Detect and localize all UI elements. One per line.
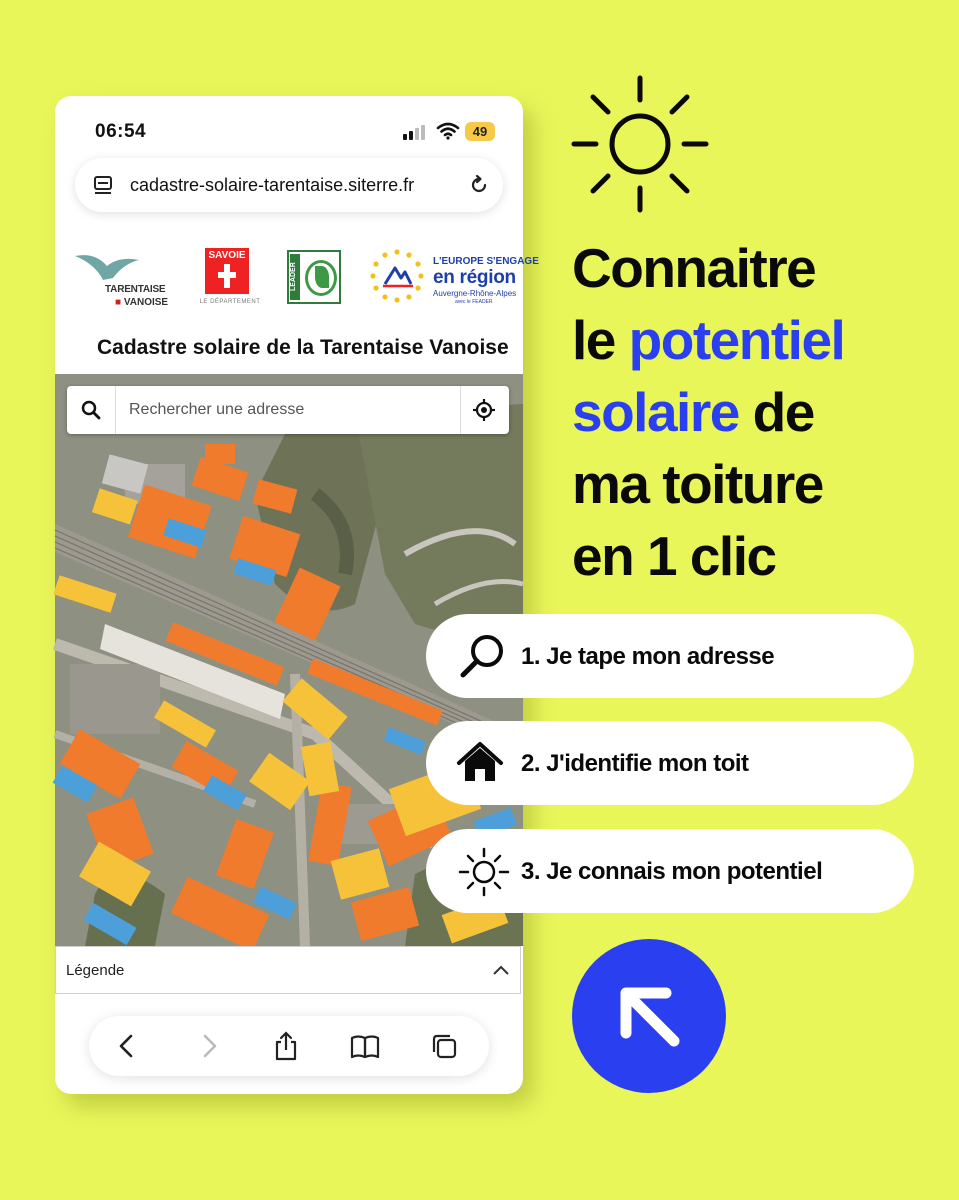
address-bar[interactable] xyxy=(75,158,503,212)
legend-label: Légende xyxy=(66,962,125,979)
site-title: Cadastre solaire de la Tarentaise Vanoise xyxy=(97,336,509,359)
sun-icon xyxy=(570,74,710,214)
reload-icon[interactable] xyxy=(468,174,490,196)
step-1-label: 1. Je tape mon adresse xyxy=(521,643,775,670)
phone-mockup xyxy=(55,96,539,1094)
partner-logos xyxy=(55,244,539,314)
url-text[interactable]: cadastre-solaire-tarentaise.siterre.fr xyxy=(130,175,415,195)
step-1-pill xyxy=(426,614,914,698)
status-bar xyxy=(55,96,523,156)
leader-logo: LEADER xyxy=(287,250,341,304)
step-3-label: 3. Je connais mon potentiel xyxy=(521,858,823,885)
savoie-logo: SAVOIE LE DÉPARTEMENT xyxy=(199,250,261,305)
chevron-up-icon[interactable] xyxy=(492,963,510,977)
browser-toolbar xyxy=(89,1016,489,1076)
battery-badge: 49 xyxy=(465,122,495,141)
wifi-icon xyxy=(437,122,459,140)
share-icon[interactable] xyxy=(273,1030,299,1062)
arrow-up-left-icon xyxy=(610,977,688,1055)
legend-panel[interactable] xyxy=(55,946,521,994)
arrow-button[interactable] xyxy=(572,939,726,1093)
tabs-icon[interactable] xyxy=(429,1030,459,1062)
eu-stars-icon xyxy=(365,246,429,308)
step-2-label: 2. J'identifie mon toit xyxy=(521,750,749,777)
bookmarks-icon[interactable] xyxy=(349,1030,381,1062)
forward-icon[interactable] xyxy=(199,1030,219,1062)
leaf-icon xyxy=(315,266,329,288)
magnifier-icon xyxy=(456,632,508,682)
page-menu-icon[interactable] xyxy=(93,175,115,197)
address-search-box[interactable] xyxy=(67,386,509,434)
headline-highlight: potentiel xyxy=(628,309,845,371)
house-icon xyxy=(456,739,504,787)
step-3-pill xyxy=(426,829,914,913)
geolocate-icon[interactable] xyxy=(472,398,496,422)
tarentaise-vanoise-logo: TARENTAISE ■ VANOISE xyxy=(73,250,178,310)
signal-icon xyxy=(403,124,429,140)
sun-icon xyxy=(456,847,512,897)
back-icon[interactable] xyxy=(117,1030,137,1062)
step-2-pill xyxy=(426,721,914,805)
status-time: 06:54 xyxy=(95,121,147,142)
cross-icon xyxy=(218,264,236,288)
headline: Connaitre le potentiel solaire de ma toiture en 1 clic xyxy=(572,237,845,587)
search-input[interactable]: Rechercher une adresse xyxy=(129,401,305,418)
bird-icon xyxy=(73,250,143,284)
europe-region-logo: L'EUROPE S'ENGAGE en région Auvergne-Rhône-Alpes avec le FEADER xyxy=(363,246,523,310)
headline-highlight: solaire xyxy=(572,381,739,443)
search-icon[interactable] xyxy=(79,398,103,422)
